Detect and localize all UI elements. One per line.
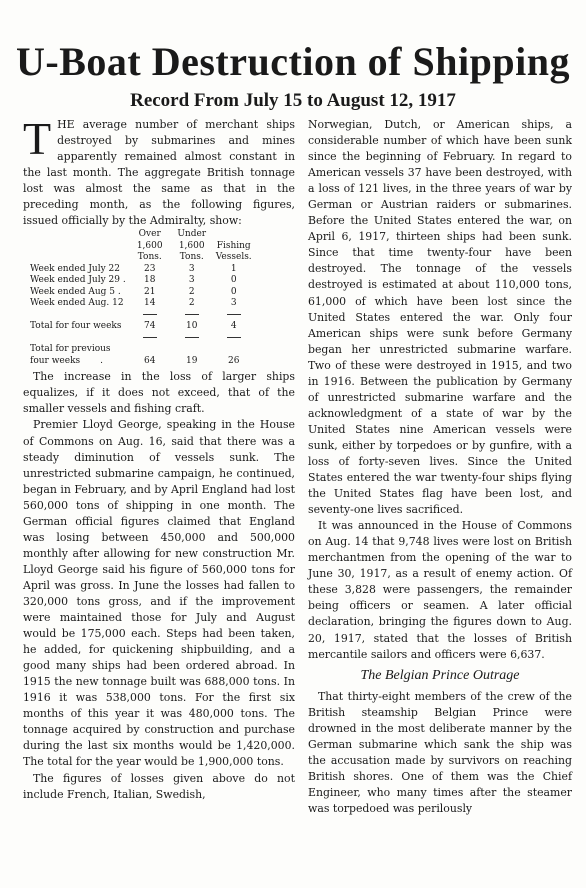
table-header-row: [27, 229, 255, 241]
table-cell: Total for previous: [30, 344, 111, 355]
rule-line: [143, 337, 157, 338]
table-row: [27, 344, 255, 356]
table-header-cell: Tons.: [137, 252, 162, 263]
table-cell: 21: [143, 286, 156, 297]
table-header-cell: Fishing: [216, 240, 251, 251]
table-cell: 1: [230, 263, 237, 274]
rule-line: [227, 314, 241, 315]
table-cell: Total for four weeks: [30, 321, 122, 332]
table-cell: 3: [230, 298, 237, 309]
table-cell: Week ended July 29 .: [30, 275, 126, 286]
table-cell: 3: [188, 263, 195, 274]
table-cell: 0: [230, 286, 237, 297]
body-paragraph: Norwegian, Dutch, or American ships, a considerable number of which have been sunk since the beginning of February. In regard to American vessels 37 have been destroyed, with a loss of 121 lives, in the three years of war by German or Austrian raiders or submarines. Before the United States entered the war, on April 6, 1917, thirteen ships had been sunk. Since that time twenty-four have been destroyed. The tonnage of the vessels destroyed is estimated at about 110,000 tons, 61,000 of which have been lost since the United States entered the war. Only four American ships were sunk before Germany began her unrestricted submarine warfare. Two of these were destroyed in 1915, and two in 1916. Between the publication by Germany of unrestricted submarine warfare and the acknowledgment of a state of war by the United States nine American vessels were sunk, either by torpedoes or by gunfire, with a loss of forty-seven lives. Since the United States entered the war twenty-four ships flying the United States flag have been lost, and seventy-one lives sacrificed.: [308, 118, 572, 517]
table-cell-dot: .: [100, 355, 104, 366]
table-cell: Week ended Aug. 12: [30, 298, 124, 309]
rule-line: [185, 314, 199, 315]
table-row: [27, 298, 255, 310]
body-paragraph: Premier Lloyd George, speaking in the House of Commons on Aug. 16, said that there was a steady diminution of vessels sunk. The unrestricted submarine campaign, he continued, began in February, and by April England had lost 560,000 tons of shipping in one month. The German official figures claimed that England was losing between 450,000 and 500,000 monthly after allowing for new construction Mr. Lloyd George said his figure of 560,000 tons for April was gross. In June the losses had fallen to 320,000 tons gross, and if the improvement were maintained those for July and August would be 175,000 each. Steps had been taken, he added, for quickening shipbuilding, and a good many ships had been ordered abroad. In 1915 the new tonnage built was 688,000 tons. In 1916 it was 538,000 tons. For the first six months of this year it was 480,000 tons. The tonnage acquired by construction and purchase during the last six months would be 1,420,000. The total for the year would be 1,900,000 tons.: [23, 418, 295, 769]
rule-line: [227, 337, 241, 338]
table-header-cell: [27, 252, 129, 264]
table-header-cell: Over: [138, 229, 161, 240]
table-cell: [27, 356, 129, 368]
right-column: [308, 117, 572, 817]
table-header-cell: [213, 229, 255, 241]
table-total-row: [27, 321, 255, 333]
table-rule-row: [27, 333, 255, 345]
table-cell: 10: [185, 321, 198, 332]
article-title: U-Boat Destruction of Shipping: [16, 39, 570, 84]
table-cell-label: four weeks: [30, 355, 81, 366]
table-header-cell: 1,600: [178, 240, 205, 251]
rule-line: [143, 314, 157, 315]
table-cell: 23: [143, 263, 156, 274]
table-cell: 3: [188, 275, 195, 286]
section-heading: The Belgian Prince Outrage: [360, 667, 520, 683]
body-paragraph: The figures of losses given above do not include French, Italian, Swedish,: [23, 771, 295, 801]
table-cell: Week ended Aug 5 .: [30, 286, 121, 297]
table-header-cell: 1,600: [136, 240, 163, 251]
table-rule-row: [27, 310, 255, 322]
table-header-row: [27, 252, 255, 264]
table-row: [27, 287, 255, 299]
table-cell: 74: [143, 321, 156, 332]
table-cell: 0: [230, 275, 237, 286]
drop-cap: T: [23, 113, 52, 164]
table-row: [27, 275, 255, 287]
table-header-row: [27, 241, 255, 253]
table-header-cell: Under: [177, 229, 207, 240]
table-cell: 2: [188, 298, 195, 309]
table-header-cell: [27, 241, 129, 253]
table-cell: Week ended July 22: [30, 263, 120, 274]
table-cell: 4: [230, 321, 237, 332]
table-cell: 2: [188, 286, 195, 297]
table-cell: 64: [143, 355, 156, 366]
left-column: [23, 113, 295, 803]
table-row: [27, 356, 255, 368]
table-header-cell: Tons.: [179, 252, 204, 263]
table-cell: 18: [143, 275, 156, 286]
table-row: [27, 264, 255, 276]
table-cell: 26: [227, 355, 240, 366]
body-paragraph: The increase in the loss of larger ships equalizes, if it does not exceed, that of the smaller vessels and fishing craft.: [23, 370, 295, 416]
rule-line: [185, 337, 199, 338]
article-subtitle: Record From July 15 to August 12, 1917: [130, 90, 456, 111]
table-cell: 14: [143, 298, 156, 309]
table-header-cell: [27, 229, 129, 241]
intro-text: HE average number of merchant ships destroyed by submarines and mines apparently remained almost constant in the last month. The aggregate British tonnage lost was almost the same as that in the preceding month, as the following figures, issued officially by the Admiralty, show:: [23, 118, 295, 228]
intro-paragraph: [23, 113, 295, 229]
table-cell: 19: [185, 355, 198, 366]
body-paragraph: It was announced in the House of Commons on Aug. 14 that 9,748 lives were lost on British merchantmen from the opening of the war to June 30, 1917, as a result of enemy action. Of these 3,828 were passengers, the remainder being officers or seamen. A later official declaration, bringing the figures down to Aug. 20, 1917, stated that the losses of British mercantile sailors and officers were 6,637.: [308, 519, 572, 661]
admiralty-table: [27, 229, 255, 367]
table-header-cell: Vessels.: [215, 252, 252, 263]
body-paragraph: That thirty-eight members of the crew of the British steamship Belgian Prince were drowned in the most deliberate manner by the German submarine which sank the ship was the accusation made by survivors on reaching British shores. One of them was the Chief Engineer, who many times after the steamer was torpedoed was perilously: [308, 689, 572, 815]
